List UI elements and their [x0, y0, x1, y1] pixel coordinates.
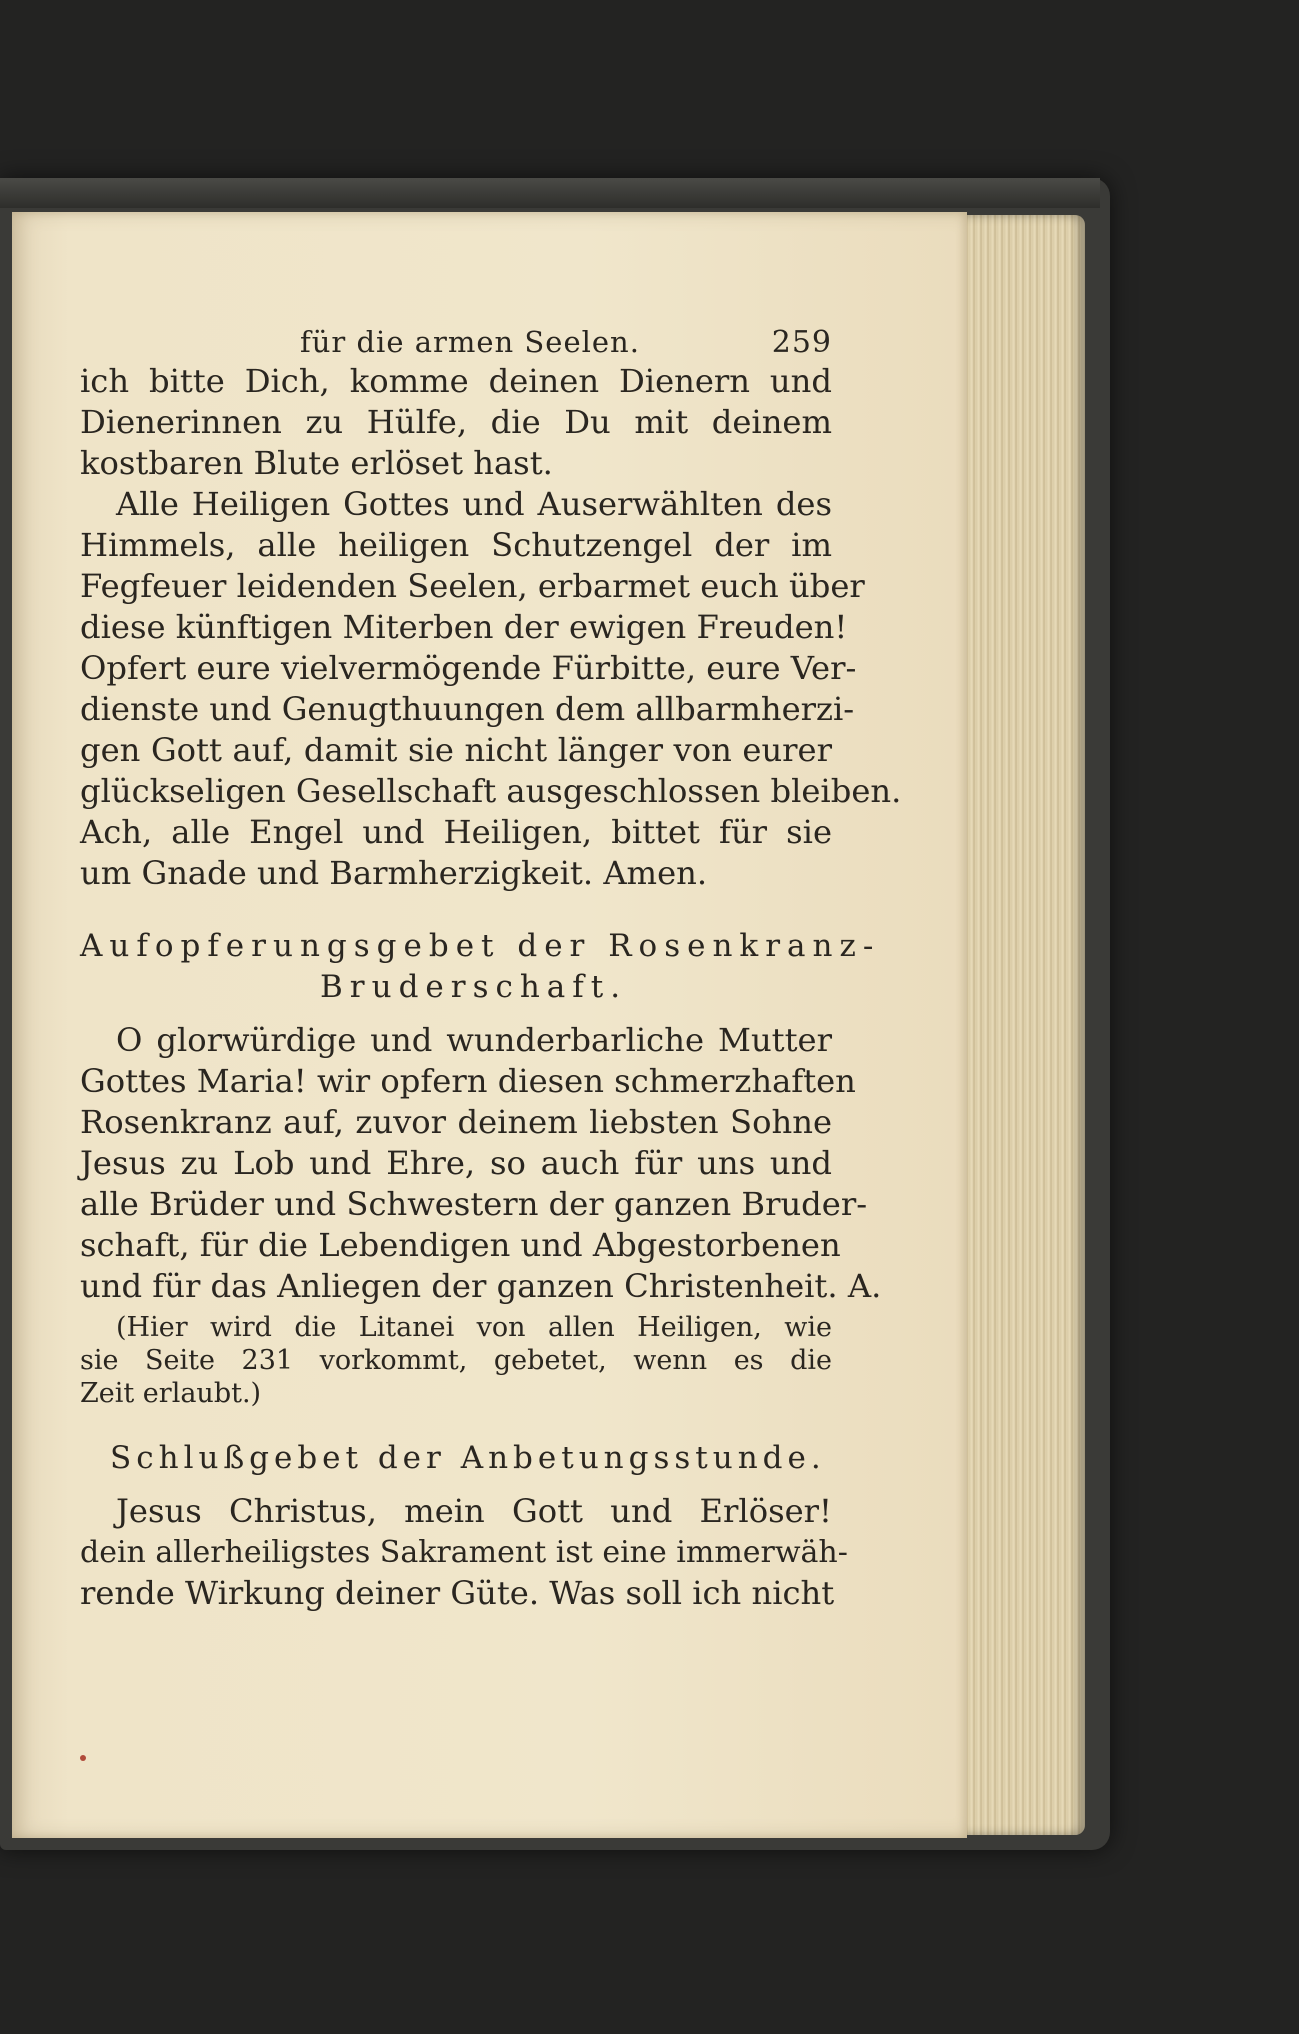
- paragraph-2: [80, 484, 902, 894]
- text-line: ich bitte Dich, komme deinen Dienern und: [80, 362, 832, 400]
- text-block: [80, 317, 902, 1614]
- text-line: dein allerheiligstes Sakrament ist eine immerwäh-: [80, 1535, 848, 1570]
- text-line: und für das Anliegen der ganzen Christenheit. A.: [80, 1267, 882, 1305]
- body-text: [80, 361, 902, 1614]
- text-line: um Gnade und Barmherzigkeit. Amen.: [80, 854, 708, 892]
- text-line: Alle Heiligen Gottes und Auserwählten des: [116, 485, 832, 523]
- heading-line: Aufopferungsgebet der Rosenkranz-: [80, 928, 881, 964]
- text-line: Ach, alle Engel und Heiligen, bittet für sie: [80, 813, 832, 851]
- paragraph-1: [80, 361, 832, 484]
- page-edges: [955, 215, 1085, 1835]
- text-line: dienste und Genugthuungen dem allbarmherzi-: [80, 690, 855, 728]
- text-line: gen Gott auf, damit sie nicht länger von eurer: [80, 731, 832, 769]
- page-number: 259: [771, 325, 832, 360]
- book-page: [12, 212, 967, 1838]
- text-line: kostbaren Blute erlöset hast.: [80, 444, 553, 482]
- ink-spot: [80, 1755, 86, 1761]
- book-cover-edge: [0, 178, 1100, 208]
- paragraph-3: [80, 1020, 882, 1307]
- paragraph-4: [80, 1491, 848, 1614]
- text-line: Jesus zu Lob und Ehre, so auch für uns und: [80, 1144, 832, 1182]
- text-line: schaft, für die Lebendigen und Abgestorbenen: [80, 1226, 841, 1264]
- text-line: Opfert eure vielvermögende Fürbitte, eure Ver-: [80, 649, 857, 687]
- section-heading-schlussgebet: [80, 1438, 832, 1479]
- text-line: Rosenkranz auf, zuvor deinem liebsten Sohne: [80, 1103, 832, 1141]
- note-line: Zeit erlaubt.): [80, 1378, 262, 1409]
- note-line: sie Seite 231 vorkommt, gebetet, wenn es die: [80, 1345, 832, 1376]
- text-line: alle Brüder und Schwestern der ganzen Bruder-: [80, 1185, 868, 1223]
- text-line: diese künftigen Miterben der ewigen Freuden!: [80, 608, 848, 646]
- text-line: rende Wirkung deiner Güte. Was soll ich nicht: [80, 1574, 835, 1612]
- note: [80, 1311, 832, 1410]
- text-line: Jesus Christus, mein Gott und Erlöser!: [116, 1492, 832, 1530]
- running-title: für die armen Seelen.: [300, 325, 640, 359]
- text-line: Dienerinnen zu Hülfe, die Du mit deinem: [80, 403, 832, 441]
- heading-line: Schlußgebet der Anbetungsstunde.: [110, 1440, 826, 1476]
- text-line: Himmels, alle heiligen Schutzengel der im: [80, 526, 832, 564]
- running-head: [80, 317, 832, 361]
- text-line: Fegfeuer leidenden Seelen, erbarmet euch über: [80, 567, 865, 605]
- text-line: Gottes Maria! wir opfern diesen schmerzhaften: [80, 1062, 856, 1100]
- section-heading-rosenkranz: [80, 926, 881, 1008]
- text-line: glückseligen Gesellschaft ausgeschlossen bleiben.: [80, 772, 902, 810]
- text-line: O glorwürdige und wunderbarliche Mutter: [116, 1021, 832, 1059]
- heading-line: Bruderschaft.: [320, 969, 628, 1005]
- note-line: (Hier wird die Litanei von allen Heiligen, wie: [116, 1312, 832, 1343]
